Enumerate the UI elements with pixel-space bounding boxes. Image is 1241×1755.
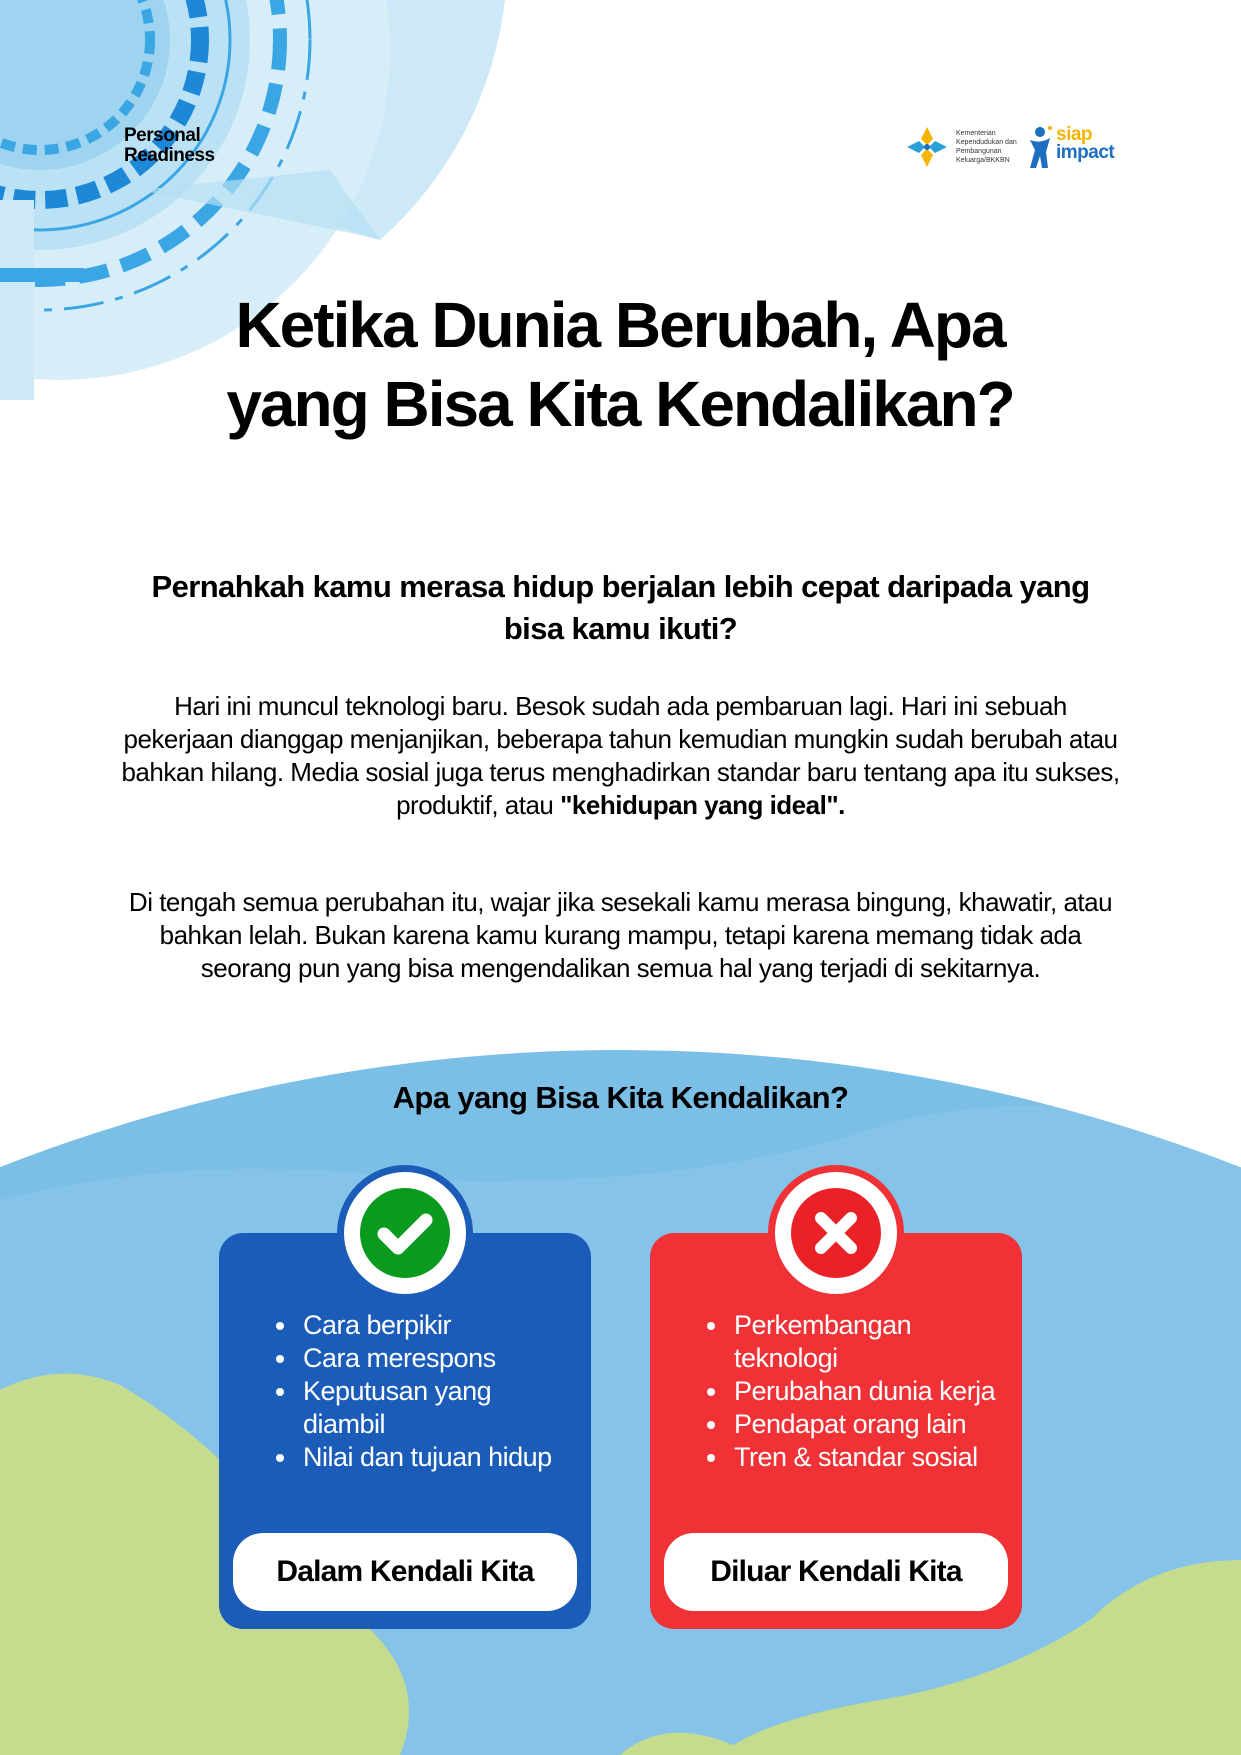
ministry-logo-text: Kementerian Kependudukan dan Pembangunan Keluarga/BKKBN <box>956 130 1017 164</box>
siap-word: siap <box>1056 124 1093 145</box>
list-item: • Perkembangan teknologi <box>730 1309 1010 1375</box>
list-item: • Cara merespons <box>299 1342 569 1375</box>
card-out-of-control <box>650 1233 1022 1629</box>
partner-logos <box>904 120 1120 176</box>
list-item: • Keputusan yang diambil <box>299 1375 569 1441</box>
personal-readiness-tag <box>124 126 215 166</box>
page-subtitle: Pernahkah kamu merasa hidup berjalan lebih cepat daripada yang bisa kamu ikuti? <box>151 569 1090 646</box>
section-title: Apa yang Bisa Kita Kendalikan? <box>392 1080 849 1115</box>
tag-line-2: Readiness <box>124 145 215 166</box>
list-item: • Tren & standar sosial <box>730 1441 1010 1474</box>
x-icon <box>791 1188 881 1278</box>
siap-impact-figure-icon <box>1026 124 1054 172</box>
out-of-control-label: Diluar Kendali Kita <box>664 1533 1008 1611</box>
list-item: • Nilai dan tujuan hidup <box>299 1441 569 1474</box>
page-title: Ketika Dunia Berubah, Apa yang Bisa Kita Kendalikan? <box>226 289 1014 440</box>
out-of-control-list <box>700 1309 1010 1474</box>
paragraph-2: Di tengah semua perubahan itu, wajar jika sesekali kamu merasa bingung, khawatir, atau bahkan lelah. Bukan karena kamu kurang mampu, tetapi karena memang tidak ada seorang pun yang bisa mengendalikan semua hal yang terjadi di sekitarnya. <box>128 887 1113 983</box>
list-item: • Perubahan dunia kerja <box>730 1375 1010 1408</box>
in-control-label: Dalam Kendali Kita <box>233 1533 577 1611</box>
list-item: • Cara berpikir <box>299 1309 569 1342</box>
globe-illustration <box>0 1050 1241 1755</box>
list-item: • Pendapat orang lain <box>730 1408 1010 1441</box>
x-badge <box>768 1165 904 1301</box>
bkkbn-logo-icon <box>904 124 950 170</box>
impact-word: impact <box>1056 142 1115 163</box>
in-control-list <box>269 1309 569 1474</box>
paragraph-1-text: Hari ini muncul teknologi baru. Besok sudah ada pembaruan lagi. Hari ini sebuah pekerjaan dianggap menjanjikan, beberapa tahun kemudian mungkin sudah berubah atau bahkan hilang. Media sosial juga terus menghadirkan standar baru tentang apa itu sukses, produktif, atau <box>121 691 1120 820</box>
siap-impact-wordmark <box>1056 126 1114 162</box>
card-in-control <box>219 1233 591 1629</box>
check-icon <box>360 1188 450 1278</box>
paragraph-1-emphasis: "kehidupan yang ideal". <box>560 790 845 820</box>
check-badge <box>337 1165 473 1301</box>
tag-line-1: Personal <box>124 125 201 146</box>
paragraph-1 <box>118 690 1123 822</box>
